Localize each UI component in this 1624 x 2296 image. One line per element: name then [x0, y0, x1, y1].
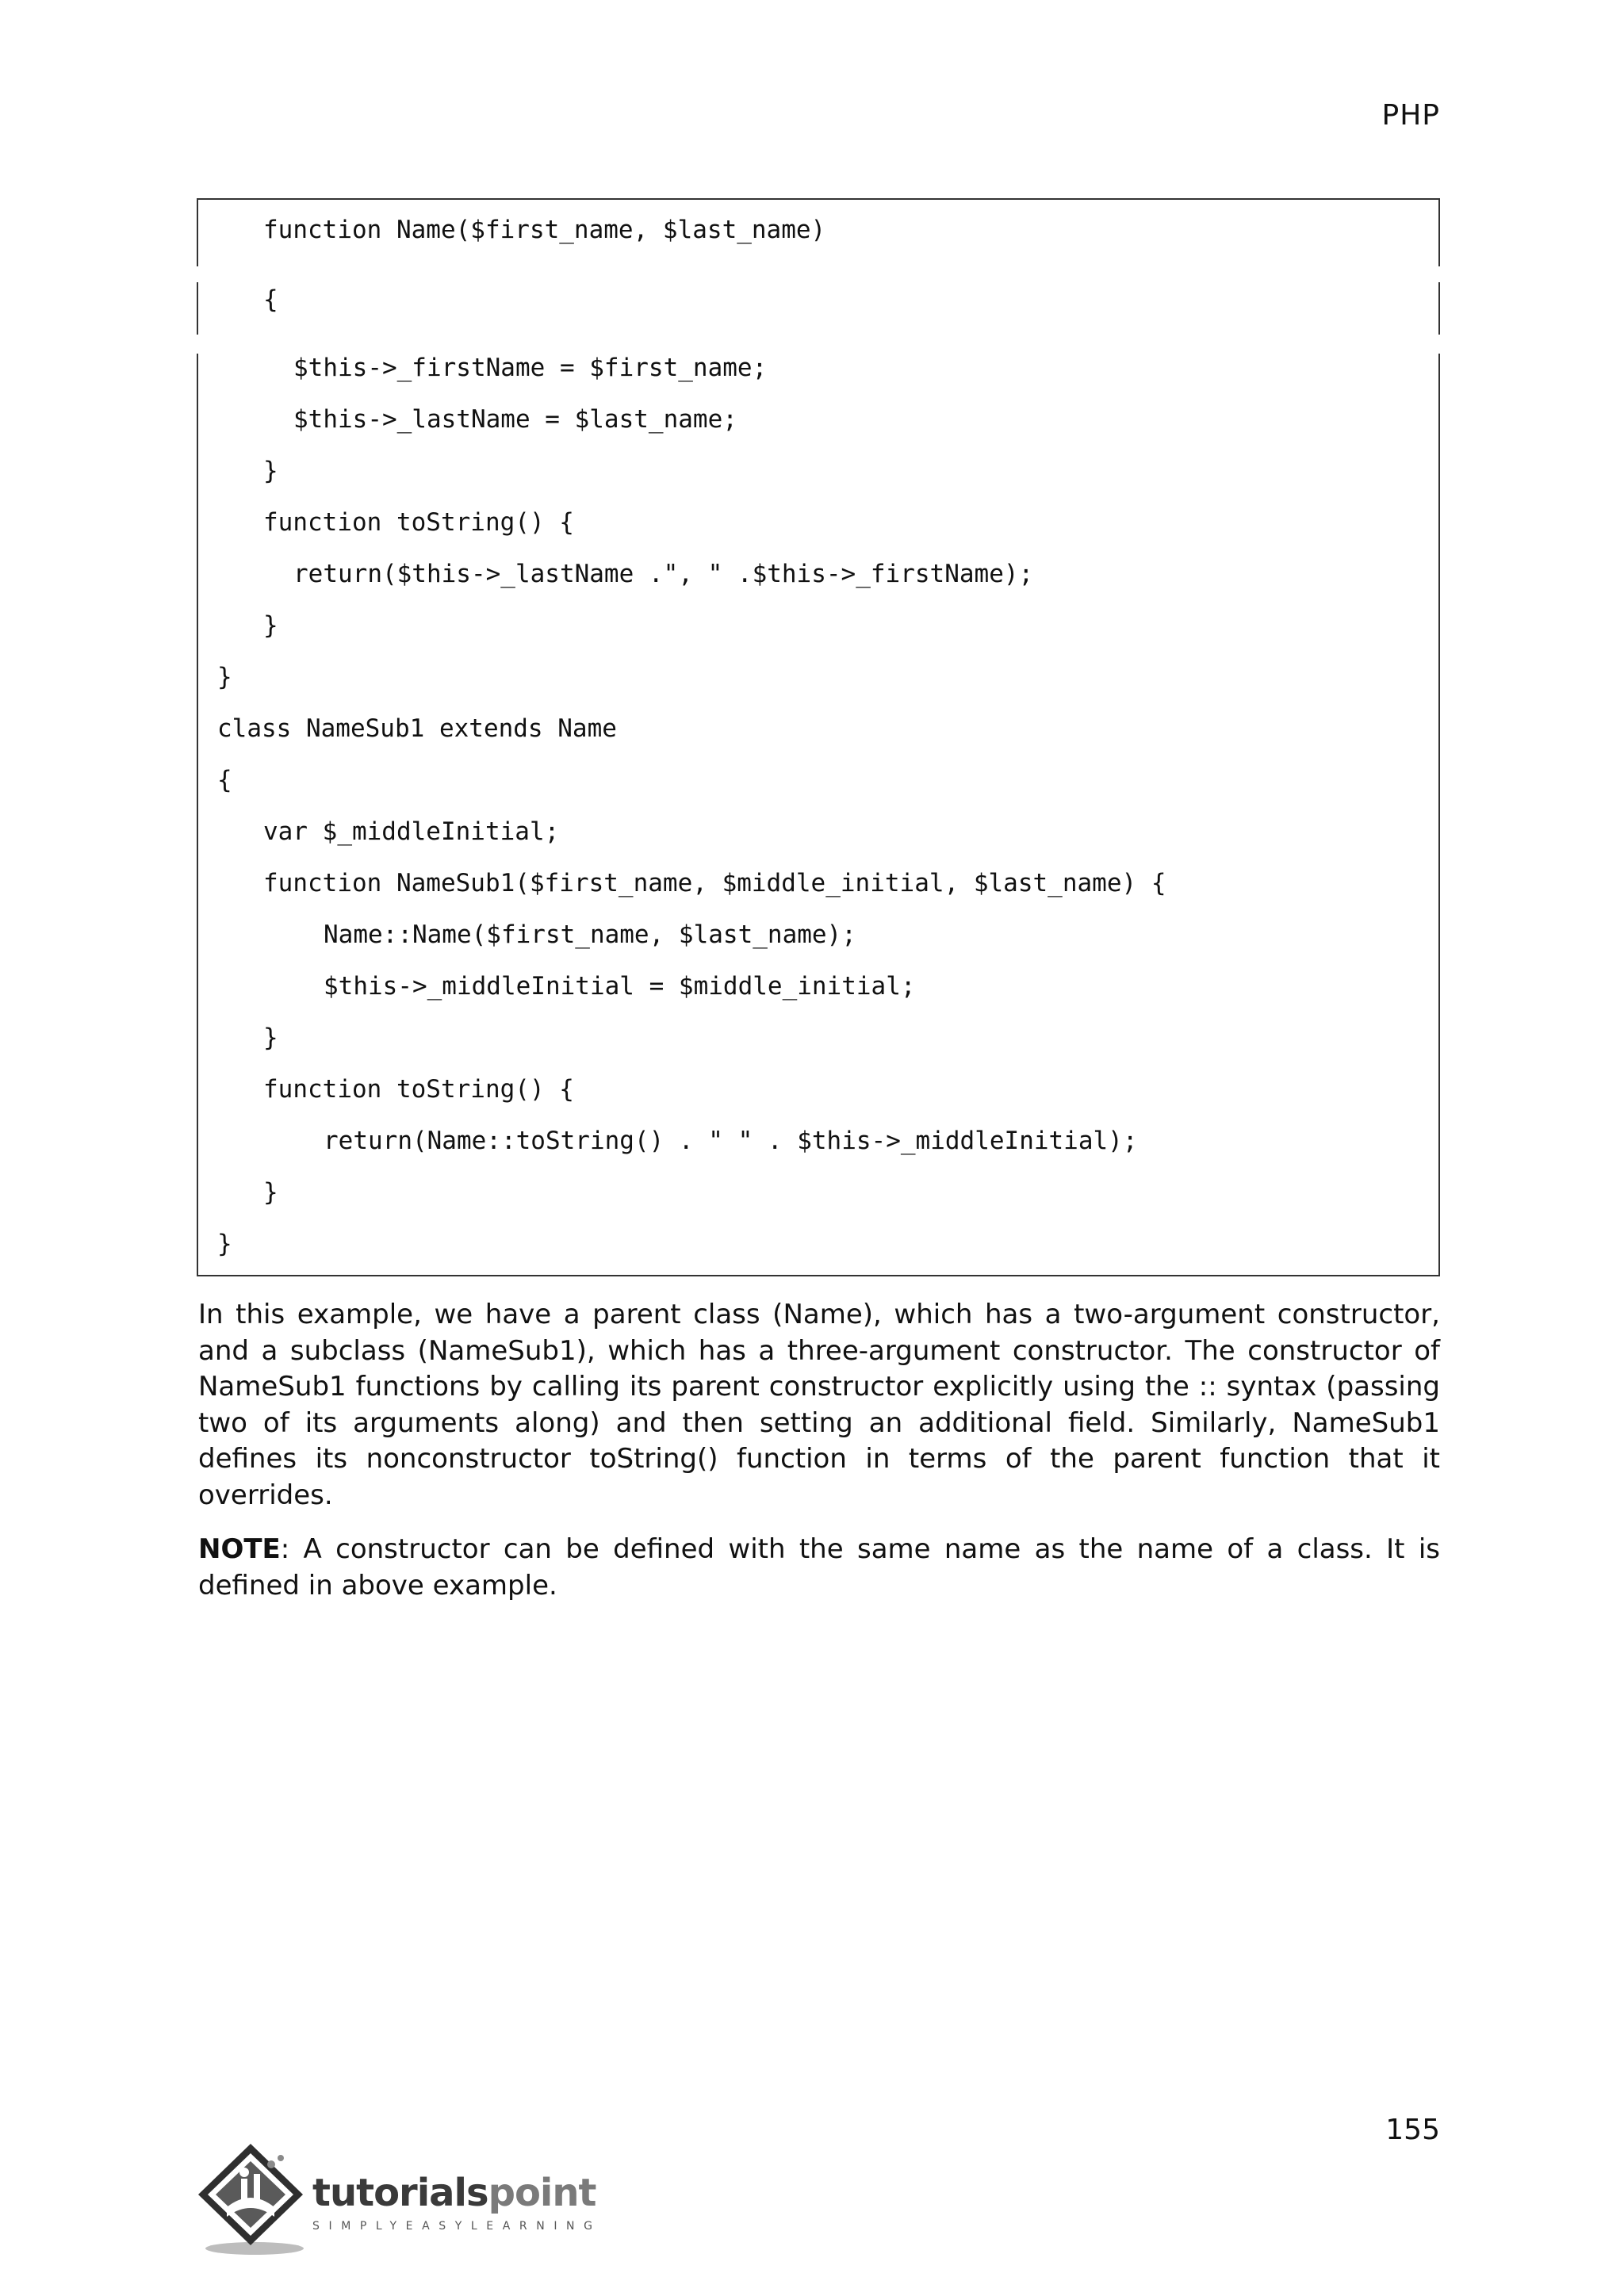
explanation-paragraph: In this example, we have a parent class (Name), which has a two-argument constructor, and a subclass (NameSub1), which has a three-argument constructor. The constructor of NameSub1 functions by calling its parent constructor explicitly using the :: syntax (passing two of its arguments along) and then setting an additional field. Similarly, NameSub1 defines its nonconstructor toString() function in terms of the parent function that it overrides.: [198, 1299, 1440, 1511]
code-line: {: [263, 285, 278, 314]
tutorialspoint-logo: [195, 2141, 607, 2260]
code-line: }: [263, 457, 278, 485]
code-block-left-border: [197, 354, 198, 1276]
code-line: class NameSub1 extends Name: [217, 714, 617, 743]
code-line: }: [263, 1178, 278, 1207]
code-line: $this->_firstName = $first_name;: [293, 354, 768, 382]
code-block: [197, 198, 1440, 1276]
code-block-left-border: [197, 282, 198, 335]
code-line: $this->_lastName = $last_name;: [293, 405, 737, 434]
code-block-right-border: [1438, 198, 1440, 266]
logo-wordmark: tutorialspoint: [312, 2171, 596, 2215]
code-line: function toString() {: [263, 1075, 574, 1104]
code-line: function toString() {: [263, 508, 574, 537]
code-line: Name::Name($first_name, $last_name);: [324, 920, 856, 949]
code-line: function Name($first_name, $last_name): [263, 216, 826, 244]
code-line: }: [263, 611, 278, 640]
note-paragraph: [198, 1532, 1440, 1604]
code-line: return($this->_lastName .", " .$this->_firstName);: [293, 560, 1034, 588]
code-block-left-border: [197, 198, 198, 266]
header-title: PHP: [1381, 99, 1440, 132]
code-line: {: [217, 766, 232, 794]
page-number: 155: [1385, 2114, 1440, 2146]
logo-tagline: SIMPLYEASYLEARNING: [312, 2220, 602, 2233]
code-line: }: [217, 1230, 232, 1258]
code-line: }: [217, 663, 232, 691]
code-line: $this->_middleInitial = $middle_initial;: [324, 972, 916, 1001]
code-block-right-border: [1438, 354, 1440, 1276]
code-line: function NameSub1($first_name, $middle_initial, $last_name) {: [263, 869, 1166, 897]
code-line: }: [263, 1024, 278, 1052]
note-text: : A constructor can be defined with the same name as the name of a class. It is defined in above example.: [198, 1533, 1440, 1601]
code-block-bottom-border: [197, 1275, 1440, 1276]
code-block-top-border: [197, 198, 1440, 200]
code-line: var $_middleInitial;: [263, 817, 560, 846]
code-block-right-border: [1438, 282, 1440, 335]
logo-emblem-icon: [195, 2141, 314, 2260]
code-line: return(Name::toString() . " " . $this->_middleInitial);: [324, 1127, 1138, 1155]
note-label: NOTE: [198, 1533, 281, 1565]
